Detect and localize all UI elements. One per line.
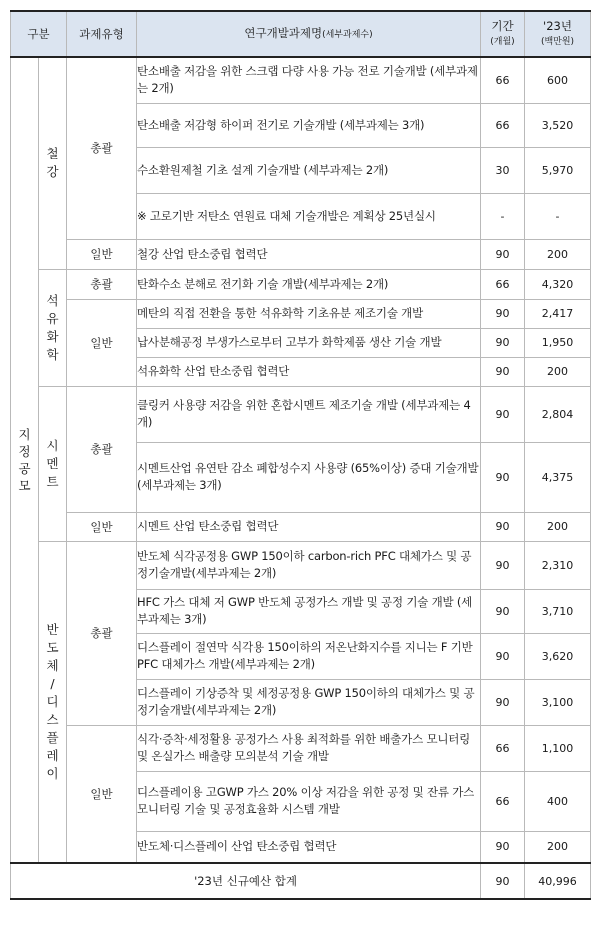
header-budget [525,11,591,57]
header-period-unit: (개월) [490,37,515,47]
table-row [11,541,591,589]
sector-char: 철 [46,146,59,162]
header-row [11,11,591,57]
task-budget: 2,417 [525,299,591,328]
task-months: 90 [481,831,525,863]
task-budget: - [525,193,591,239]
sector-semiconductor-display [39,541,67,863]
task-months: 90 [481,541,525,589]
task-months: 66 [481,725,525,771]
task-budget: 1,950 [525,328,591,357]
type-umbrella: 총괄 [67,57,137,239]
type-umbrella: 총괄 [67,269,137,299]
sector-char: 석 [46,292,59,308]
task-budget: 200 [525,357,591,386]
sector-char: 멘 [46,455,59,471]
task-months: 66 [481,269,525,299]
task-title: ※ 고로기반 저탄소 연원료 대체 기술개발은 계획상 25년실시 [137,193,481,239]
task-title: 시멘트산업 유연탄 감소 폐합성수지 사용량 (65%이상) 증대 기술개발 (세부과제는 3개) [137,442,481,512]
task-budget: 400 [525,771,591,831]
table-row [11,725,591,771]
sector-steel [39,57,67,269]
task-months: 66 [481,771,525,831]
task-budget: 3,520 [525,103,591,147]
total-budget: 40,996 [525,863,591,899]
task-months: 66 [481,103,525,147]
sector-char: 시 [46,437,59,453]
task-budget: 200 [525,512,591,541]
task-title: 탄소배출 저감을 위한 스크랩 다량 사용 가능 전로 기술개발 (세부과제는 2개) [137,57,481,103]
task-budget: 200 [525,831,591,863]
total-months: 90 [481,863,525,899]
header-category: 구분 [11,11,67,57]
task-budget: 4,375 [525,442,591,512]
sector-char: 반 [46,621,59,637]
task-months: 90 [481,442,525,512]
task-months: - [481,193,525,239]
sector-char: 레 [46,747,59,763]
task-title: 클링커 사용량 저감을 위한 혼합시멘트 제조기술 개발 (세부과제는 4개) [137,386,481,442]
type-general: 일반 [67,299,137,386]
task-title: 탄소배출 저감형 하이퍼 전기로 기술개발 (세부과제는 3개) [137,103,481,147]
task-budget: 3,620 [525,633,591,679]
task-months: 90 [481,328,525,357]
task-budget: 200 [525,239,591,269]
task-title: HFC 가스 대체 저 GWP 반도체 공정가스 개발 및 공정 기술 개발 (세부과제는 3개) [137,589,481,633]
header-budget-main: '23년 [543,19,572,33]
task-months: 66 [481,57,525,103]
task-budget: 5,970 [525,147,591,193]
task-title: 디스플레이용 고GWP 가스 20% 이상 저감을 위한 공정 및 잔류 가스 모니터링 기술 및 공정효율화 시스템 개발 [137,771,481,831]
task-budget: 3,100 [525,679,591,725]
header-task-name-sub: (세부과제수) [322,30,373,40]
task-title: 탄화수소 분해로 전기화 기술 개발(세부과제는 2개) [137,269,481,299]
task-months: 90 [481,239,525,269]
total-row [11,863,591,899]
sector-char: / [50,675,55,691]
task-title: 식각·증착·세정활용 공정가스 사용 최적화를 위한 배출가스 모니터링 및 온실가스 배출량 모의분석 기술 개발 [137,725,481,771]
sector-char: 도 [46,639,59,655]
task-title: 반도체 식각공정용 GWP 150이하 carbon-rich PFC 대체가스 및 공정기술개발(세부과제는 2개) [137,541,481,589]
task-budget: 2,310 [525,541,591,589]
sector-char: 디 [46,693,59,709]
task-months: 30 [481,147,525,193]
sector-char: 강 [46,164,59,180]
type-umbrella: 총괄 [67,386,137,512]
type-general: 일반 [67,725,137,863]
sector-char: 이 [46,765,59,781]
header-task-type: 과제유형 [67,11,137,57]
sector-char: 학 [46,346,59,362]
task-budget: 1,100 [525,725,591,771]
top-category-label: 지정공모 [18,426,31,493]
header-task-name [137,11,481,57]
task-title: 납사분해공정 부생가스로부터 고부가 화학제품 생산 기술 개발 [137,328,481,357]
task-title: 메탄의 직접 전환을 통한 석유화학 기초유분 제조기술 개발 [137,299,481,328]
header-task-name-main: 연구개발과제명 [244,26,323,40]
table-row [11,386,591,442]
task-months: 90 [481,357,525,386]
sector-char: 화 [46,328,59,344]
sector-char: 유 [46,310,59,326]
sector-char: 스 [46,711,59,727]
task-title: 수소환원제철 기초 설계 기술개발 (세부과제는 2개) [137,147,481,193]
task-title: 디스플레이 기상증착 및 세정공정용 GWP 150이하의 대체가스 및 공정기술개발(세부과제는 2개) [137,679,481,725]
task-title: 철강 산업 탄소중립 협력단 [137,239,481,269]
task-budget: 3,710 [525,589,591,633]
header-budget-unit: (백만원) [540,37,575,47]
table-row [11,512,591,541]
header-period-main: 기간 [491,19,514,33]
task-months: 90 [481,512,525,541]
total-label: '23년 신규예산 합계 [11,863,481,899]
sector-char: 체 [46,657,59,673]
task-months: 90 [481,386,525,442]
task-title: 디스플레이 절연막 식각용 150이하의 저온난화지수를 지니는 F 기반 PFC 대체가스 개발(세부과제는 2개) [137,633,481,679]
sector-petrochemical [39,269,67,386]
budget-table [10,10,591,900]
sector-cement [39,386,67,541]
task-title: 반도체·디스플레이 산업 탄소중립 협력단 [137,831,481,863]
header-period [481,11,525,57]
task-budget: 2,804 [525,386,591,442]
task-budget: 600 [525,57,591,103]
task-months: 90 [481,679,525,725]
task-months: 90 [481,589,525,633]
table-row [11,269,591,299]
task-months: 90 [481,299,525,328]
task-title: 석유화학 산업 탄소중립 협력단 [137,357,481,386]
table-row [11,239,591,269]
type-general: 일반 [67,239,137,269]
sector-char: 플 [46,729,59,745]
task-title: 시멘트 산업 탄소중립 협력단 [137,512,481,541]
task-months: 90 [481,633,525,679]
table-row [11,57,591,103]
type-general: 일반 [67,512,137,541]
sector-char: 트 [46,473,59,489]
type-umbrella: 총괄 [67,541,137,725]
table-row [11,299,591,328]
task-budget: 4,320 [525,269,591,299]
top-category-cell [11,57,39,863]
